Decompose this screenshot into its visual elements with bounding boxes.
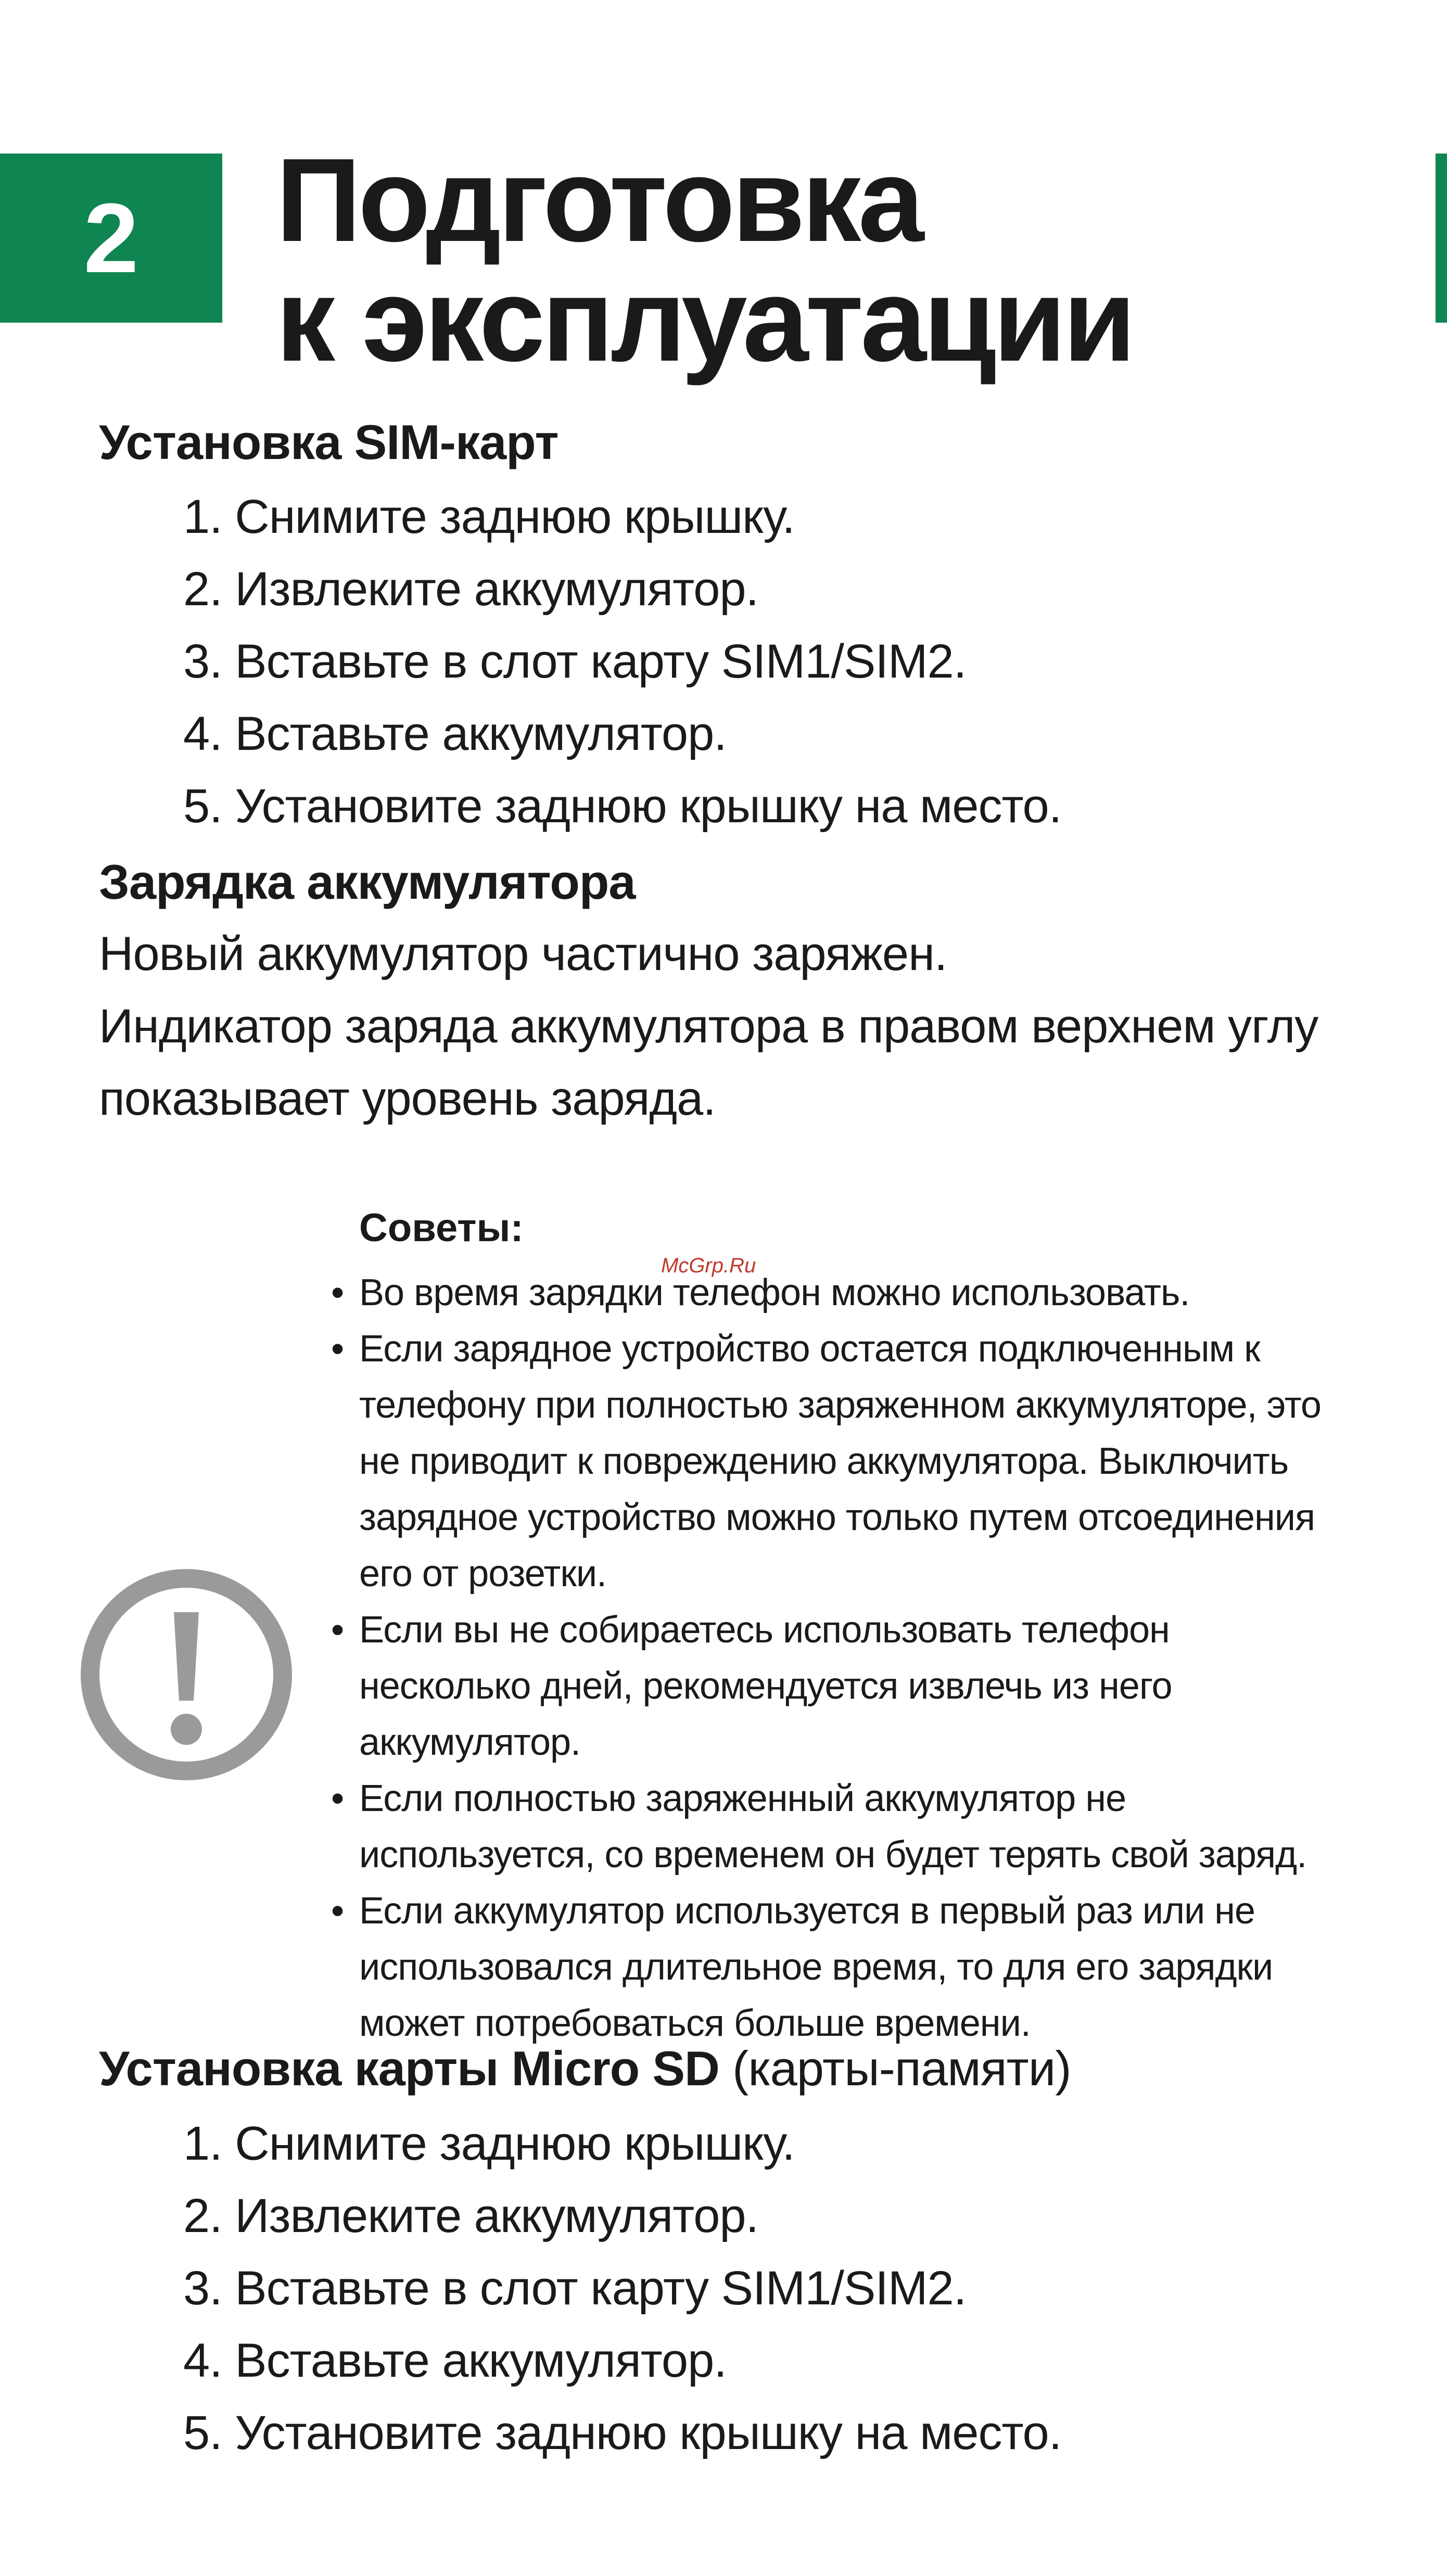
charging-text-line: показывает уровень заряда. [99, 1072, 716, 1125]
tip-item: • Если полностью заряженный аккумулятор не используется, со временем он будет терять свой заряд. [331, 1770, 1338, 1883]
edge-accent-bar [1436, 154, 1447, 323]
list-item: 3. Вставьте в слот карту SIM1/SIM2. [183, 635, 967, 688]
tip-item: • Если вы не собираетесь использовать телефон несколько дней, рекомендуется извлечь из него аккумулятор. [331, 1602, 1338, 1770]
tip-item: • Если зарядное устройство остается подключенным к телефону при полностью заряженном аккумуляторе, это не приводит к повреждению аккумулятора. Выключить зарядное устройство можно только путем отсоединения его от розетки. [331, 1321, 1338, 1602]
list-item: 5. Установите заднюю крышку на место. [183, 780, 1062, 833]
tip-item: • Если аккумулятор используется в первый раз или не использовался длительное время, то для его зарядки может потребоваться больше времени. [331, 1883, 1338, 2051]
list-item: 5. Установите заднюю крышку на место. [183, 2406, 1062, 2459]
tips-list [331, 1265, 1338, 2051]
charging-text-line: Новый аккумулятор частично заряжен. [99, 927, 947, 980]
list-item: 4. Вставьте аккумулятор. [183, 2334, 727, 2387]
list-item: 1. Снимите заднюю крышку. [183, 2117, 795, 2170]
charging-heading: Зарядка аккумулятора [99, 855, 636, 909]
tip-item: • Во время зарядки телефон можно использовать. [331, 1265, 1338, 1321]
watermark-text: McGrp.Ru [661, 1254, 756, 1277]
list-item: 1. Снимите заднюю крышку. [183, 490, 795, 543]
charging-text-line: Индикатор заряда аккумулятора в правом верхнем углу [99, 1000, 1318, 1053]
sd-heading-bold: Установка карты Micro SD [99, 2041, 719, 2096]
list-item: 4. Вставьте аккумулятор. [183, 707, 727, 760]
sd-heading-normal: (карты-памяти) [732, 2041, 1071, 2096]
page-title [276, 134, 1343, 386]
sim-heading: Установка SIM-карт [99, 415, 559, 469]
sd-heading [99, 2040, 1071, 2097]
list-item: 2. Извлеките аккумулятор. [183, 2189, 759, 2242]
list-item: 2. Извлеките аккумулятор. [183, 563, 759, 616]
exclamation-circle-icon [77, 1565, 296, 1784]
tips-title: Советы: [359, 1206, 524, 1250]
sd-steps-list [183, 2108, 1061, 2469]
title-line-1: Подготовка [276, 134, 921, 266]
chapter-badge [0, 154, 222, 323]
sim-steps-list [183, 481, 1061, 843]
chapter-number: 2 [83, 183, 139, 294]
title-line-2: к эксплуатации [276, 254, 1133, 386]
list-item: 3. Вставьте в слот карту SIM1/SIM2. [183, 2262, 967, 2315]
